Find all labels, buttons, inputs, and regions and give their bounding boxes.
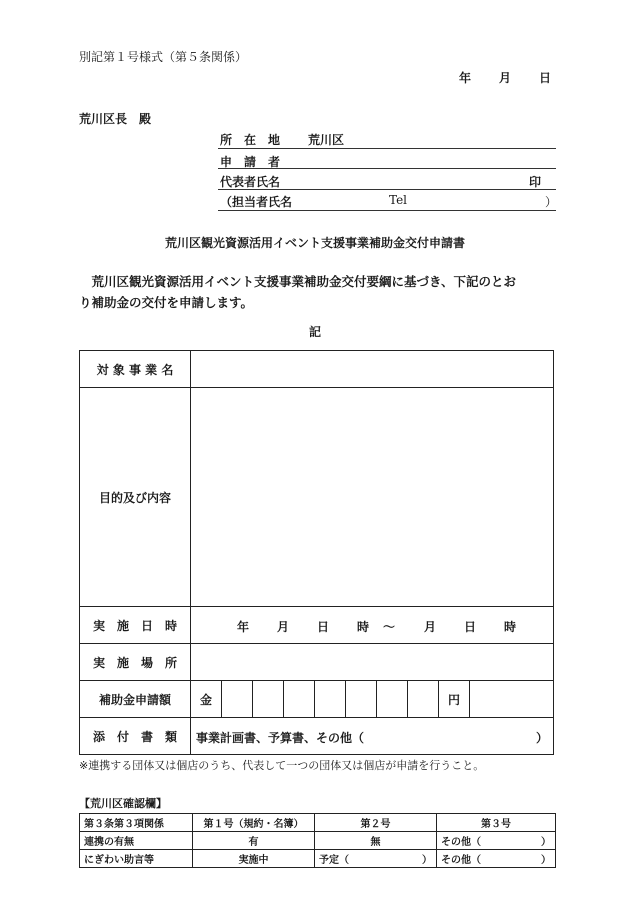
date-hour2-unit: 時 xyxy=(504,620,517,634)
confirm-header-cell: 第３条第３項関係 xyxy=(80,814,193,832)
date-year: 年 xyxy=(459,71,472,85)
amount-unit: 円 xyxy=(439,681,470,717)
amount-label: 補助金申請額 xyxy=(80,681,191,718)
amount-digit-box[interactable] xyxy=(408,681,439,717)
body-text-line2: り補助金の交付を申請します。 xyxy=(79,295,254,310)
confirm-option-text: その他（ xyxy=(441,837,481,848)
confirm-option[interactable]: 無 xyxy=(315,832,437,850)
confirm-option-other[interactable] xyxy=(437,850,556,868)
attachments-value: 事業計画書、予算書、その他（ xyxy=(196,731,365,745)
note-text: ※連携する団体又は個店のうち、代表して一つの団体又は個店が申請を行うこと。 xyxy=(79,759,485,772)
confirm-row-label: にぎわい助言等 xyxy=(80,850,193,868)
date-cell[interactable] xyxy=(191,607,554,644)
date-day: 日 xyxy=(539,71,552,85)
amount-digit-box[interactable] xyxy=(253,681,284,717)
confirm-option-close: ） xyxy=(541,855,551,866)
confirm-option-text: 予定（ xyxy=(319,855,349,866)
date-year-unit: 年 xyxy=(237,620,250,634)
date-label: 実 施 日 時 xyxy=(80,607,191,644)
date-month-unit: 月 xyxy=(277,620,290,634)
document-title: 荒川区観光資源活用イベント支援事業補助金交付申請書 xyxy=(164,236,465,250)
divider xyxy=(218,189,556,190)
confirm-table xyxy=(79,813,556,868)
amount-prefix: 金 xyxy=(191,681,222,717)
confirm-option-other[interactable] xyxy=(437,832,556,850)
address-label: 所 在 地 xyxy=(220,133,281,147)
tel-label: Tel xyxy=(389,193,408,207)
place-label: 実 施 場 所 xyxy=(80,644,191,681)
attachments-cell[interactable] xyxy=(191,718,554,755)
representative-label: 代表者氏名 xyxy=(220,175,281,189)
amount-digit-box[interactable] xyxy=(346,681,377,717)
seal-mark: 印 xyxy=(529,175,542,189)
confirm-row-label: 連携の有無 xyxy=(80,832,193,850)
applicant-label: 申 請 者 xyxy=(220,155,281,169)
place-cell[interactable] xyxy=(191,644,554,681)
confirm-option-close: ） xyxy=(541,837,551,848)
purpose-label: 目的及び内容 xyxy=(80,388,191,607)
date-month: 月 xyxy=(499,71,512,85)
body-text-line1: 荒川区観光資源活用イベント支援事業補助金交付要綱に基づき、下記のとお xyxy=(79,274,517,289)
amount-cell[interactable] xyxy=(191,681,554,718)
date-tilde: ～ xyxy=(383,620,396,634)
address-value: 荒川区 xyxy=(308,133,345,147)
confirm-option-planned[interactable] xyxy=(315,850,437,868)
amount-digit-box[interactable] xyxy=(377,681,408,717)
project-name-label: 対 象 事 業 名 xyxy=(80,351,191,388)
ki-heading: 記 xyxy=(308,325,321,339)
confirm-header-cell: 第２号 xyxy=(315,814,437,832)
contact-label: （担当者氏名 xyxy=(220,195,293,209)
confirm-option-close: ） xyxy=(422,855,432,866)
amount-boxes xyxy=(191,681,470,717)
confirm-option[interactable]: 有 xyxy=(193,832,315,850)
date-day2-unit: 日 xyxy=(464,620,477,634)
confirm-option-text: その他（ xyxy=(441,855,481,866)
contact-close: ） xyxy=(545,195,558,209)
amount-digit-box[interactable] xyxy=(315,681,346,717)
attachments-close: ） xyxy=(536,731,549,745)
divider xyxy=(218,148,556,149)
amount-digit-box[interactable] xyxy=(284,681,315,717)
date-day-unit: 日 xyxy=(317,620,330,634)
application-table xyxy=(79,350,554,755)
project-name-cell[interactable] xyxy=(191,351,554,388)
form-reference: 別記第１号様式（第５条関係） xyxy=(79,50,248,64)
amount-digit-box[interactable] xyxy=(222,681,253,717)
confirm-title: 【荒川区確認欄】 xyxy=(79,797,167,810)
confirm-option[interactable]: 実施中 xyxy=(193,850,315,868)
confirm-header-cell: 第３号 xyxy=(437,814,556,832)
addressee: 荒川区長 殿 xyxy=(79,112,152,126)
date-hour-unit: 時 xyxy=(357,620,370,634)
purpose-cell[interactable] xyxy=(191,388,554,607)
confirm-header-cell: 第１号（規約・名簿） xyxy=(193,814,315,832)
date-month2-unit: 月 xyxy=(424,620,437,634)
attachments-label: 添 付 書 類 xyxy=(80,718,191,755)
divider xyxy=(218,210,556,211)
divider xyxy=(218,168,556,169)
